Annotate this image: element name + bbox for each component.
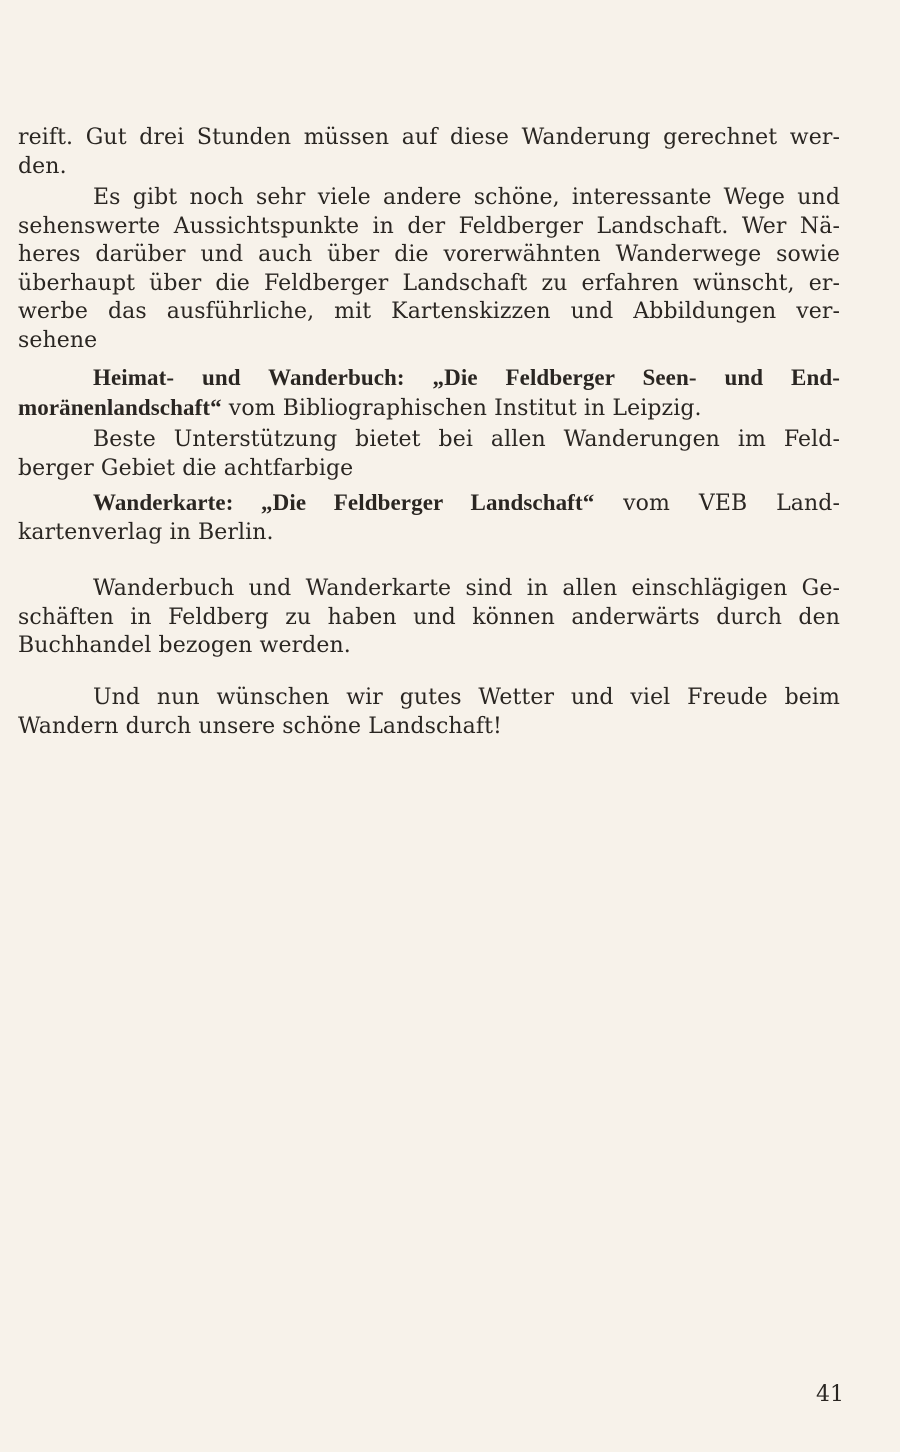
paragraph-closing [18,684,840,741]
text-line: Es gibt noch sehr viele andere schöne, interessante Wege und [93,185,840,210]
paragraph-book-reference [18,364,840,423]
text-line: Wandern durch unsere schöne Landschaft! [18,713,503,739]
map-title: Wanderkarte: „Die Feldberger Landschaft“ [93,490,595,515]
text-line: heres darüber und auch über die vorerwähnten Wanderwege sowie [18,242,840,267]
paragraph-map-reference [18,489,840,547]
text-line: überhaupt über die Feldberger Landschaft zu erfahren wünscht, er- [18,270,840,296]
text-line: Beste Unterstützung bietet bei allen Wanderungen im Feld- [93,427,840,452]
book-title-end: moränenlandschaft“ [18,394,222,420]
publisher-text: vom Bibliographischen Institut in Leipzig. [221,395,702,421]
text-line: sehene [18,327,98,353]
publisher-text: vom VEB Land- [594,491,840,516]
text-line: kartenverlag in Berlin. [18,519,274,545]
text-line: schäften in Feldberg zu haben und können anderwärts durch den [18,604,840,630]
text-line: den. [18,153,67,179]
paragraph-availability [18,575,840,661]
text-line [18,364,840,394]
text-line: Buchhandel bezogen werden. [18,633,351,658]
page-number: 41 [816,1382,844,1407]
text-line: berger Gebiet die achtfarbige [18,455,354,481]
paragraph-other-paths [18,184,840,355]
text-line [18,489,840,519]
text-line [18,394,840,424]
text-line: werbe das ausführliche, mit Kartenskizzen und Abbildungen ver- [18,299,840,324]
text-line: Und nun wünschen wir gutes Wetter und viel Freude beim [93,685,840,710]
book-title: Heimat- und Wanderbuch: „Die Feldberger Seen- und End- [93,365,840,390]
text-line: sehenswerte Aussichtspunkte in der Feldberger Landschaft. Wer Nä- [18,213,840,239]
paragraph-continuation [18,124,840,181]
paragraph-support [18,426,840,483]
text-line: Wanderbuch und Wanderkarte sind in allen einschlägigen Ge- [93,576,840,601]
text-line: reift. Gut drei Stunden müssen auf diese Wanderung gerechnet wer- [18,125,840,150]
